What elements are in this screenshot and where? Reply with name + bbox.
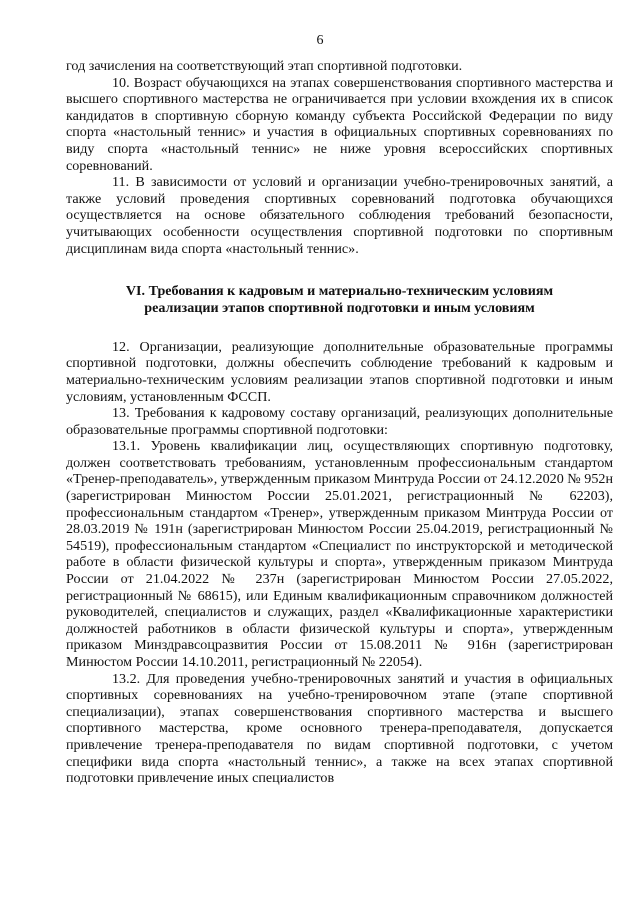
paragraph-13-1: 13.1. Уровень квалификации лиц, осуществляющих спортивную подготовку, должен соответствовать требованиям, установленным профессиональным стандартом «Тренер-преподаватель», утвержденным приказом Минтруда России от 24.12.2020 № 952н (зарегистрирован Минюстом России 25.01.2021, регистрационный № 62203), профессиональным стандартом «Тренер», утвержденным приказом Минтруда России от 28.03.2019 № 191н (зарегистрирован Минюстом России 25.04.2019, регистрационный № 54519), профессиональным стандартом «Специалист по инструкторской и методической работе в области физической культуры и спорта», утвержденным приказом Минтруда России от 21.04.2022 № 237н (зарегистрирован Минюстом России 27.05.2022, регистрационный № 68615), или Единым квалификационным справочником должностей руководителей, специалистов и служащих, раздел «Квалификационные характеристики должностей работников в области физической культуры и спорта», утвержденным приказом Минздравсоцразвития России от 15.08.2011 № 916н (зарегистрирован Минюстом России 14.10.2011, регистрационный № 22054). [66,438,613,670]
section-heading-line-2: реализации этапов спортивной подготовки и иным условиям [144,299,535,316]
paragraph-13-2: 13.2. Для проведения учебно-тренировочных занятий и участия в официальных спортивных соревнованиях на учебно-тренировочном этапе (этапе спортивной специализации), этапах совершенствования спортивного мастерства и высшего спортивного мастерства, кроме основного тренера-преподавателя, допускается привлечение тренера-преподавателя по видам спортивной подготовки, с учетом специфики вида спорта «настольный теннис», а также на всех этапах спортивной подготовки привлечение иных специалистов [66,670,613,787]
paragraph-11: 11. В зависимости от условий и организации учебно-тренировочных занятий, а также условий проведения спортивных соревнований подготовка обучающихся осуществляется на основе обязательного соблюдения требований безопасности, учитывающих особенности осуществления спортивной подготовки по спортивным дисциплинам вида спорта «настольный теннис». [66,174,613,257]
page-number: 6 [316,33,324,48]
paragraph-12: 12. Организации, реализующие дополнительные образовательные программы спортивной подготовки, должны обеспечить соблюдение требований к кадровым и материально-техническим условиям реализации этапов спортивной подготовки и иным условиям, установленным ФССП. [66,338,613,405]
document-body [66,58,613,787]
section-heading [66,283,613,317]
section-heading-line-1: VI. Требования к кадровым и материально-техническим условиям [125,283,554,300]
paragraph-continuation: год зачисления на соответствующий этап спортивной подготовки. [66,58,463,74]
paragraph-13: 13. Требования к кадровому составу организаций, реализующих дополнительные образовательные программы спортивной подготовки: [66,405,613,438]
paragraph-10: 10. Возраст обучающихся на этапах совершенствования спортивного мастерства и высшего спортивного мастерства не ограничивается при условии вхождения их в список кандидатов в спортивную сборную команду субъекта Российской Федерации по виду спорта «настольный теннис» и участия в официальных спортивных соревнованиях по виду спорта «настольный теннис» не ниже уровня всероссийских спортивных соревнований. [66,74,613,174]
